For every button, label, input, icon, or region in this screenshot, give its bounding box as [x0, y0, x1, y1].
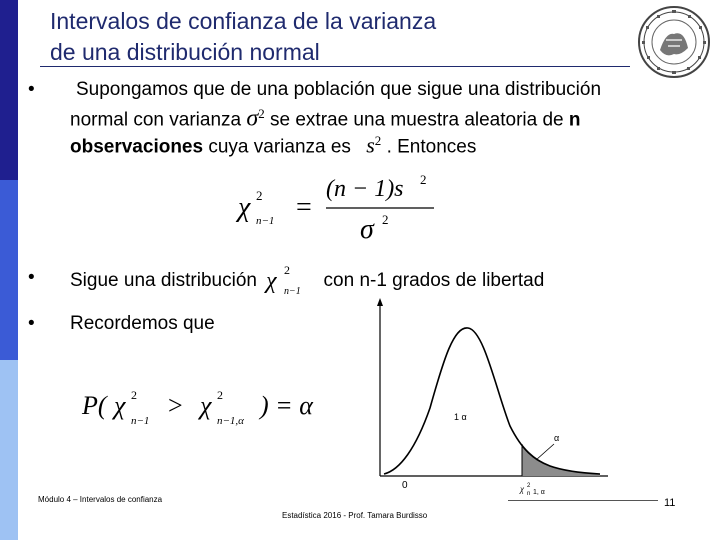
accent-bar-dark: [0, 0, 18, 180]
bullet-line-3: [70, 127, 476, 160]
central-area-label: 1 α: [454, 412, 467, 422]
alpha-label: α: [554, 433, 560, 443]
text-sample: se extrae una muestra aleatoria de: [270, 109, 564, 131]
footer-divider: [508, 500, 658, 501]
bullet-line-1: Supongamos que de una población que sigue una distribución: [76, 79, 602, 100]
tick-chi: χ: [520, 484, 524, 494]
chi-square-statistic-formula: [228, 168, 448, 244]
left-accent-bar: [0, 0, 18, 540]
zero-label: 0: [402, 480, 408, 491]
prob-chi-2: χ: [200, 391, 212, 420]
text-normal-variance: normal con varianza: [70, 109, 242, 131]
chi-square-density-figure: [350, 298, 640, 498]
text-sigue: Sigue una distribución: [70, 270, 257, 291]
prob-greater: >: [168, 391, 183, 420]
prob-close: ) = α: [260, 391, 313, 420]
accent-bar-light: [0, 360, 18, 540]
chi-square-symbol: [262, 264, 318, 296]
title-underline: [40, 66, 630, 67]
text-variance-is: cuya varianza es: [208, 136, 351, 158]
footer-course: Estadística 2016 - Prof. Tamara Burdisso: [282, 511, 428, 520]
sigma-symbol: σ: [246, 105, 259, 132]
prob-chi-2-exp: 2: [217, 388, 223, 402]
chi-glyph: χ: [266, 268, 277, 294]
prob-chi-1-exp: 2: [131, 388, 137, 402]
university-seal-icon: [636, 4, 712, 80]
title-line-1: Intervalos de confianza de la varianza: [50, 8, 437, 34]
formula-equals: =: [296, 192, 312, 223]
formula-numerator: (n − 1)s: [326, 176, 404, 202]
formula-chi: χ: [238, 192, 251, 223]
prob-P: P(: [82, 391, 107, 420]
figure-y-arrow: [377, 298, 383, 306]
density-curve: [384, 328, 600, 474]
formula-denominator-exp: 2: [382, 212, 389, 227]
footer-module: Módulo 4 – Intervalos de confianza: [38, 495, 163, 504]
rejection-tail-area: [522, 444, 600, 476]
formula-denominator: σ: [360, 214, 374, 244]
text-n: n: [568, 109, 581, 131]
s-symbol: s: [366, 132, 375, 158]
prob-chi-1: χ: [114, 391, 126, 420]
text-entonces: . Entonces: [386, 136, 477, 158]
alpha-pointer: [536, 444, 554, 460]
page-number: 11: [664, 497, 676, 509]
slide-title: [50, 6, 436, 68]
title-line-2: de una distribución normal: [50, 39, 320, 65]
prob-chi-2-sub: n−1,α: [217, 415, 244, 427]
sigma-exponent: 2: [258, 106, 265, 121]
tick-chi-sup: 2: [527, 483, 531, 489]
formula-numerator-exp: 2: [420, 172, 427, 187]
accent-bar-mid: [0, 180, 18, 360]
tick-chi-rest: 1, α: [533, 489, 545, 496]
formula-chi-exp: 2: [256, 188, 263, 203]
bullet-marker: •: [28, 313, 35, 334]
prob-chi-1-sub: n−1: [131, 415, 150, 427]
bullet-marker: •: [28, 267, 35, 288]
text-observaciones: observaciones: [70, 136, 204, 158]
formula-chi-sub: n−1: [256, 215, 275, 227]
bullet-marker: •: [28, 79, 35, 100]
probability-formula: [76, 380, 346, 436]
text-recordemos: Recordemos que: [70, 313, 215, 334]
text-degrees-of-freedom: con n-1 grados de libertad: [323, 270, 545, 291]
chi-exp: 2: [284, 264, 291, 277]
chi-sub: n−1: [284, 286, 301, 296]
tick-chi-sub: n: [527, 491, 531, 497]
s-exponent: 2: [374, 133, 382, 148]
